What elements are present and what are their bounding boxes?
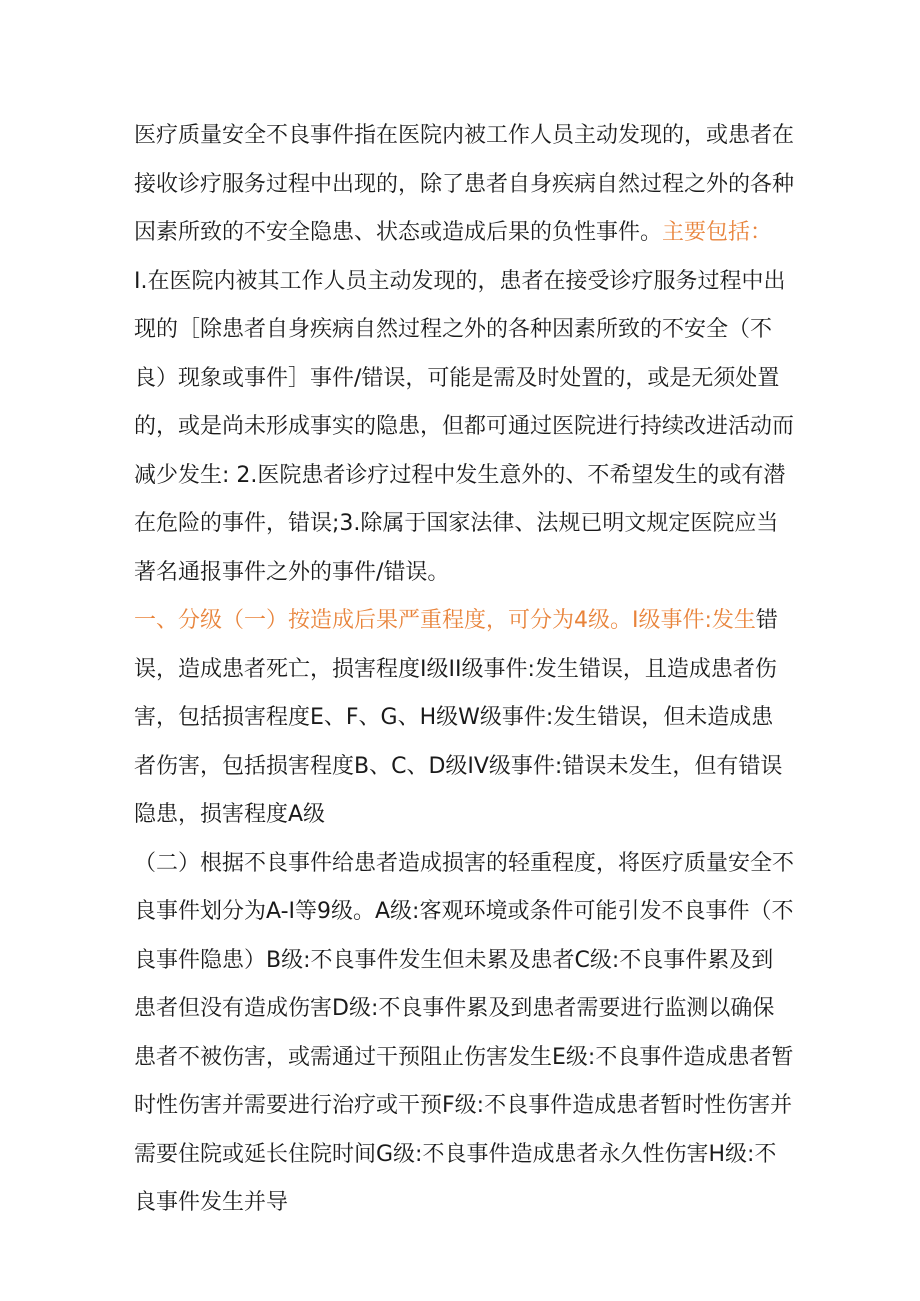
grading-harm-text: （二）根据不良事件给患者造成损害的轻重程度，将医疗质量安全不良事件划分为A-I等9级。A级:客观环境或条件可能引发不良事件（不良事件隐患）B级:不良事件发生但未累及患者C级:不良事件累及到患者但没有造成伤害D级:不良事件累及到患者需要进行监测以确保患者不被伤害，或需通过干预阻止伤害发生E级:不良事件造成患者暂时性伤害并需要进行治疗或干预F级:不良事件造成患者暂时性伤害并需要住院或延长住院时间G级:不良事件造成患者永久性伤害H级:不良事件发生并导	[134, 850, 795, 1215]
paragraph-grading-severity	[134, 597, 794, 840]
grading-severity-text: 错误，造成患者死亡，损害程度I级II级事件:发生错误，且造成患者伤害，包括损害程度E、F、G、H级W级事件:发生错误，但未造成患者伤害，包括损害程度B、C、D级IV级事件:错误未发生，但有错误隐患，损害程度A级	[134, 608, 783, 827]
paragraph-grading-harm	[134, 840, 794, 1228]
document-body	[134, 112, 794, 1228]
grading-heading: 一、分级（一）按造成后果严重程度，可分为4级。I级事件:发生	[134, 608, 756, 633]
definition-text: 医疗质量安全不良事件指在医院内被工作人员主动发现的，或患者在接收诊疗服务过程中出现的，除了患者自身疾病自然过程之外的各种因素所致的不安全隐患、状态或造成后果的负性事件。	[134, 123, 795, 245]
includes-list-text: I.在医院内被其工作人员主动发现的，患者在接受诊疗服务过程中出现的［除患者自身疾病自然过程之外的各种因素所致的不安全（不良）现象或事件］事件/错误，可能是需及时处置的，或是无须处置的，或是尚未形成事实的隐患，但都可通过医院进行持续改进活动而减少发生: 2.医院患者诊疗过程中发生意外的、不希望发生的或有潜在危险的事件，错误;3.除属于国家法律、法规已明文规定医院应当著名通报事件之外的事件/错误。	[134, 268, 795, 585]
paragraph-includes-list	[134, 258, 794, 598]
paragraph-definition	[134, 112, 794, 258]
main-includes-heading: 主要包括：	[662, 220, 773, 245]
